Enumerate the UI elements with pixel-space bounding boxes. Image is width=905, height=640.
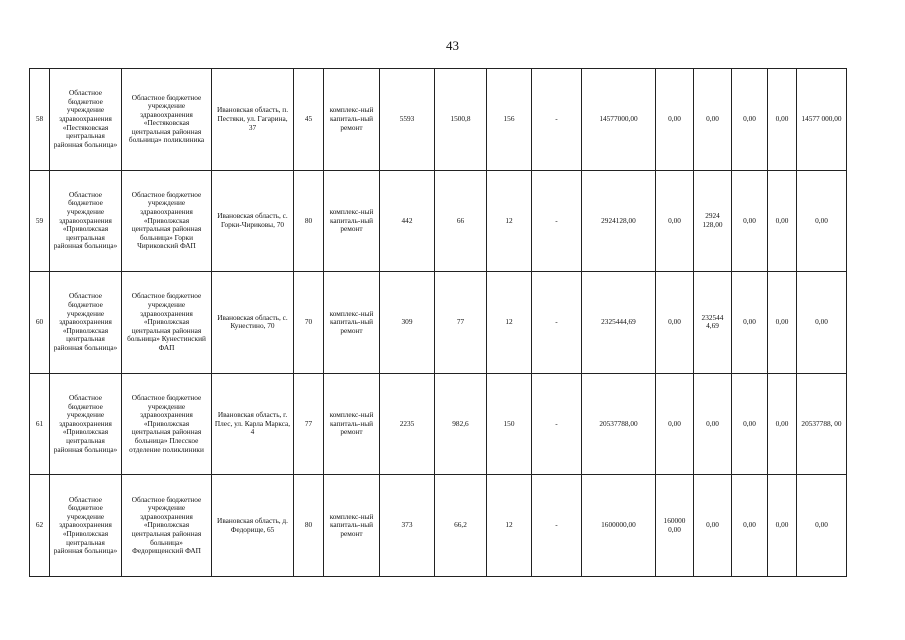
cost-2028: 0,00 bbox=[797, 272, 847, 374]
work-type: комплекс-ный капиталь-ный ремонт bbox=[324, 475, 380, 577]
cost-2026: 0,00 bbox=[732, 475, 768, 577]
row-number: 59 bbox=[30, 170, 50, 272]
cost-2025: 0,00 bbox=[694, 373, 732, 475]
institution-name: Областное бюджетное учреждение здравоохранения «Пестяковская центральная районная больница» bbox=[50, 69, 122, 171]
facility-address: Ивановская область, с. Кунестино, 70 bbox=[212, 272, 294, 374]
cost-2028: 0,00 bbox=[797, 170, 847, 272]
row-number: 62 bbox=[30, 475, 50, 577]
row-number: 60 bbox=[30, 272, 50, 374]
wear-percent: 80 bbox=[294, 475, 324, 577]
cost-2024: 0,00 bbox=[656, 373, 694, 475]
cost-2027: 0,00 bbox=[768, 373, 797, 475]
institution-name: Областное бюджетное учреждение здравоохранения «Приволжская центральная районная больница» bbox=[50, 475, 122, 577]
capacity: 12 bbox=[487, 475, 532, 577]
cost-2028: 0,00 bbox=[797, 475, 847, 577]
repair-area: 1500,8 bbox=[435, 69, 487, 171]
facility-name: Областное бюджетное учреждение здравоохранения «Приволжская центральная районная больница» Федорищенский ФАП bbox=[122, 475, 212, 577]
total-cost: 14577000,00 bbox=[582, 69, 656, 171]
col-9-value: - bbox=[532, 475, 582, 577]
cost-2024: 0,00 bbox=[656, 170, 694, 272]
facility-name: Областное бюджетное учреждение здравоохранения «Пестяковская центральная районная больница» поликлиника bbox=[122, 69, 212, 171]
capacity: 156 bbox=[487, 69, 532, 171]
work-type: комплекс-ный капиталь-ный ремонт bbox=[324, 373, 380, 475]
total-area: 5593 bbox=[380, 69, 435, 171]
cost-2027: 0,00 bbox=[768, 69, 797, 171]
facility-address: Ивановская область, г. Плес, ул. Карла Маркса, 4 bbox=[212, 373, 294, 475]
total-area: 2235 bbox=[380, 373, 435, 475]
total-cost: 20537788,00 bbox=[582, 373, 656, 475]
total-area: 373 bbox=[380, 475, 435, 577]
institution-name: Областное бюджетное учреждение здравоохранения «Приволжская центральная районная больница» bbox=[50, 272, 122, 374]
institution-name: Областное бюджетное учреждение здравоохранения «Приволжская центральная районная больница» bbox=[50, 373, 122, 475]
capacity: 150 bbox=[487, 373, 532, 475]
cost-2027: 0,00 bbox=[768, 170, 797, 272]
cost-2027: 0,00 bbox=[768, 272, 797, 374]
col-9-value: - bbox=[532, 373, 582, 475]
work-type: комплекс-ный капиталь-ный ремонт bbox=[324, 170, 380, 272]
capacity: 12 bbox=[487, 272, 532, 374]
institution-name: Областное бюджетное учреждение здравоохранения «Приволжская центральная районная больница» bbox=[50, 170, 122, 272]
wear-percent: 80 bbox=[294, 170, 324, 272]
total-area: 442 bbox=[380, 170, 435, 272]
table-row bbox=[30, 272, 847, 374]
table-row bbox=[30, 69, 847, 171]
capital-repair-table bbox=[29, 68, 847, 577]
col-9-value: - bbox=[532, 272, 582, 374]
row-number: 61 bbox=[30, 373, 50, 475]
total-area: 309 bbox=[380, 272, 435, 374]
table-row bbox=[30, 170, 847, 272]
cost-2024: 0,00 bbox=[656, 69, 694, 171]
total-cost: 2924128,00 bbox=[582, 170, 656, 272]
total-cost: 2325444,69 bbox=[582, 272, 656, 374]
facility-address: Ивановская область, п. Пестяки, ул. Гагарина, 37 bbox=[212, 69, 294, 171]
facility-address: Ивановская область, д. Федорище, 65 bbox=[212, 475, 294, 577]
col-9-value: - bbox=[532, 69, 582, 171]
wear-percent: 45 bbox=[294, 69, 324, 171]
total-cost: 1600000,00 bbox=[582, 475, 656, 577]
row-number: 58 bbox=[30, 69, 50, 171]
cost-2026: 0,00 bbox=[732, 69, 768, 171]
cost-2028: 14577 000,00 bbox=[797, 69, 847, 171]
cost-2026: 0,00 bbox=[732, 373, 768, 475]
col-9-value: - bbox=[532, 170, 582, 272]
facility-name: Областное бюджетное учреждение здравоохранения «Приволжская центральная районная больница» Горки Чириковский ФАП bbox=[122, 170, 212, 272]
repair-area: 66 bbox=[435, 170, 487, 272]
repair-area: 66,2 bbox=[435, 475, 487, 577]
cost-2026: 0,00 bbox=[732, 272, 768, 374]
cost-2026: 0,00 bbox=[732, 170, 768, 272]
cost-2025: 2924 128,00 bbox=[694, 170, 732, 272]
table-row bbox=[30, 475, 847, 577]
cost-2027: 0,00 bbox=[768, 475, 797, 577]
repair-area: 77 bbox=[435, 272, 487, 374]
facility-address: Ивановская область, с. Горки-Чириковы, 70 bbox=[212, 170, 294, 272]
capacity: 12 bbox=[487, 170, 532, 272]
facility-name: Областное бюджетное учреждение здравоохранения «Приволжская центральная районная больница» Кунестинский ФАП bbox=[122, 272, 212, 374]
page-number: 43 bbox=[446, 38, 459, 53]
work-type: комплекс-ный капиталь-ный ремонт bbox=[324, 272, 380, 374]
work-type: комплекс-ный капиталь-ный ремонт bbox=[324, 69, 380, 171]
cost-2024: 160000 0,00 bbox=[656, 475, 694, 577]
cost-2025: 0,00 bbox=[694, 69, 732, 171]
cost-2025: 232544 4,69 bbox=[694, 272, 732, 374]
table-row bbox=[30, 373, 847, 475]
cost-2028: 20537788, 00 bbox=[797, 373, 847, 475]
repair-area: 982,6 bbox=[435, 373, 487, 475]
facility-name: Областное бюджетное учреждение здравоохранения «Приволжская центральная районная больница» Плесское отделение поликлиники bbox=[122, 373, 212, 475]
cost-2024: 0,00 bbox=[656, 272, 694, 374]
cost-2025: 0,00 bbox=[694, 475, 732, 577]
wear-percent: 77 bbox=[294, 373, 324, 475]
wear-percent: 70 bbox=[294, 272, 324, 374]
